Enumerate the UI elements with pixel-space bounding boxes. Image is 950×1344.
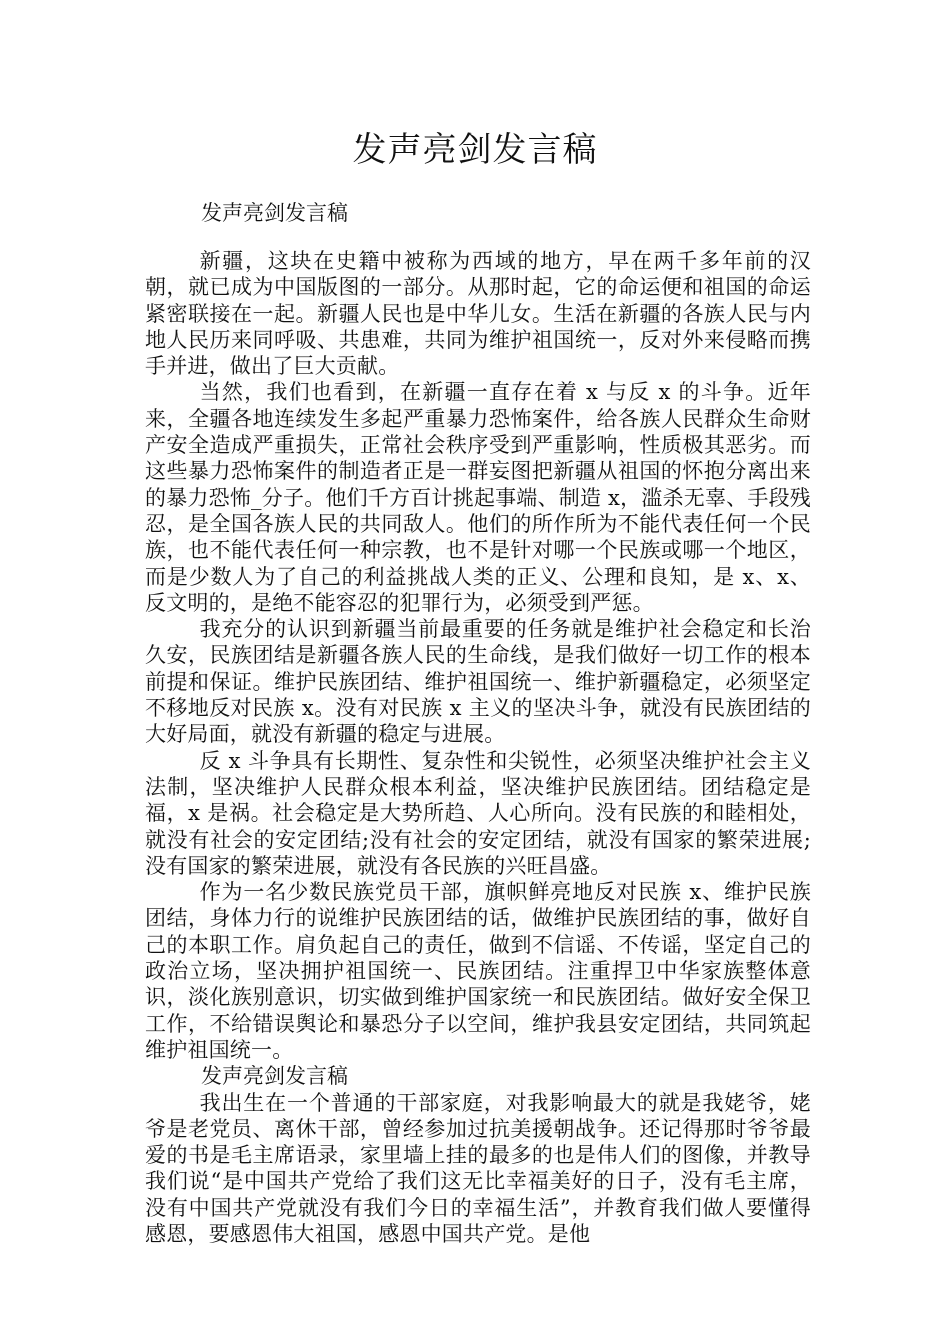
paragraph-6: 我出生在一个普通的干部家庭，对我影响最大的就是我姥爷，姥爷是老党员、离休干部，曾经参加过抗美援朝战争。还记得那时爷爷最爱的书是毛主席语录，家里墙上挂的最多的也是伟人们的图像，并教导我们说“是中国共产党给了我们这无比幸福美好的日子，没有毛主席，没有中国共产党就没有我们今日的幸福生活”，并教育我们做人要懂得感恩，要感恩伟大祖国，感恩中国共产党。是他 — [145, 1090, 811, 1246]
paragraph-3: 我充分的认识到新疆当前最重要的任务就是维护社会稳定和长治久安，民族团结是新疆各族人民的生命线，是我们做好一切工作的根本前提和保证。维护民族团结、维护祖国统一、维护新疆稳定，必须坚定不移地反对民族 x。没有对民族 x 主义的坚决斗争，就没有民族团结的大好局面，就没有新疆的稳定与进展。 — [145, 617, 811, 747]
paragraph-5: 作为一名少数民族党员干部，旗帜鲜亮地反对民族 x、维护民族团结，身体力行的说维护民族团结的话，做维护民族团结的事，做好自己的本职工作。肩负起自己的责任，做到不信谣、不传谣，坚定自己的政治立场，坚决拥护祖国统一、民族团结。注重捍卫中华家族整体意识，淡化族别意识，切实做到维护国家统一和民族团结。做好安全保卫工作，不给错误舆论和暴恐分子以空间，维护我县安定团结，共同筑起维护祖国统一。 — [145, 880, 811, 1062]
document-body — [145, 248, 811, 1247]
paragraph-4: 反 x 斗争具有长期性、复杂性和尖锐性，必须坚决维护社会主义法制，坚决维护人民群众根本利益，坚决维护民族团结。团结稳定是福，x 是祸。社会稳定是大势所趋、人心所向。没有民族的和睦相处，就没有社会的安定团结;没有社会的安定团结，就没有国家的繁荣进展;没有国家的繁荣进展，就没有各民族的兴旺昌盛。 — [145, 748, 811, 878]
paragraph-2: 当然，我们也看到，在新疆一直存在着 x 与反 x 的斗争。近年来，全疆各地连续发生多起严重暴力恐怖案件，给各族人民群众生命财产安全造成严重损失，正常社会秩序受到严重影响，性质极其恶劣。而这些暴力恐怖案件的制造者正是一群妄图把新疆从祖国的怀抱分离出来的暴力恐怖_分子。他们千方百计挑起事端、制造 x，滥杀无辜、手段残忍，是全国各族人民的共同敌人。他们的所作所为不能代表任何一个民族，也不能代表任何一种宗教，也不是针对哪一个民族或哪一个地区，而是少数人为了自己的利益挑战人类的正义、公理和良知，是 x、x、反文明的，是绝不能容忍的犯罪行为，必须受到严惩。 — [145, 380, 811, 615]
section-heading: 发声亮剑发言稿 — [201, 1064, 348, 1089]
document-subtitle: 发声亮剑发言稿 — [201, 201, 348, 225]
document-title: 发声亮剑发言稿 — [352, 130, 598, 170]
paragraph-1: 新疆，这块在史籍中被称为西域的地方，早在两千多年前的汉朝，就已成为中国版图的一部分。从那时起，它的命运便和祖国的命运紧密联接在一起。新疆人民也是中华儿女。生活在新疆的各族人民与内地人民历来同呼吸、共患难，共同为维护祖国统一，反对外来侵略而携手并进，做出了巨大贡献。 — [145, 249, 811, 379]
